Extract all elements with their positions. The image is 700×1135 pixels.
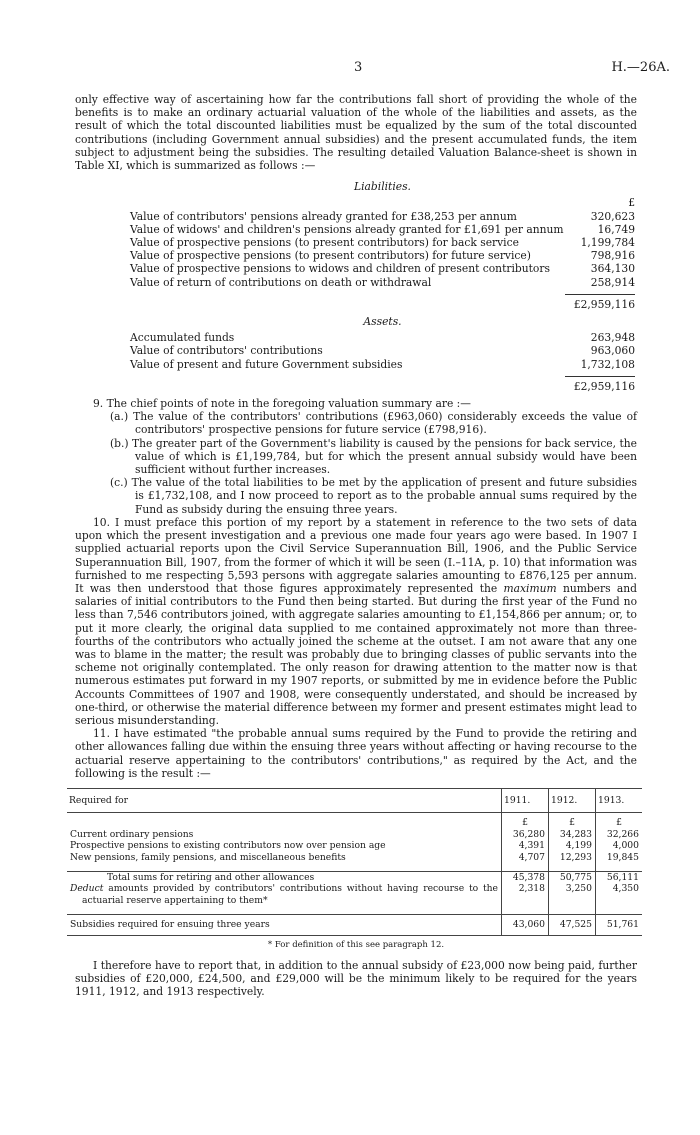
asset-value: 263,948 <box>590 331 635 345</box>
year-header: 1913. <box>596 788 643 812</box>
liability-row <box>130 236 635 249</box>
liability-row <box>130 210 635 223</box>
paragraph-10-part-1: 10. I must preface this portion of my report by a statement in reference to the two sets of data upon which the present investigation and a previous one made four years ago were based. In 1907 I supplied actuarial reports upon the Civil Service Superannuation Bill, 1906, and the Public Service Superannuation Bill, 1907, from the former of which it will be seen (I.–11A, p. 10) that information was furnished to me respecting 5,593 persons with aggregate salaries amounting to £876,125 per annum. It was then understood that those figures approximately represented the <box>75 515 637 595</box>
document-reference: H.—26A. <box>611 60 670 75</box>
liability-label: Value of return of contributions on death or withdrawal <box>130 275 432 289</box>
liability-value: 1,199,784 <box>580 236 635 250</box>
asset-row <box>130 358 635 371</box>
paragraph-9-point-c: (c.) The value of the total liabilities to be met by the application of present and future subsidies is £1,732,108, and I now proceed to report as to the probable annual sums required by the Fund as subsidy during the ensuing three years. <box>110 476 637 516</box>
liability-label: Value of prospective pensions to widows and children of present contributors <box>130 262 550 276</box>
liabilities-title: Liabilities. <box>354 180 411 194</box>
total-rule <box>565 294 635 295</box>
paragraph-10 <box>75 516 637 727</box>
liability-value: 798,916 <box>590 249 635 263</box>
paragraph-10-part-2: numbers and salaries of initial contributors to the Fund then being started. But during the first year of the Fund no less than 7,546 contributors joined, with aggregate salaries amounting to £1,154,866 per annum; or, to put it more clearly, the original data supplied to me contained approximately not more than three-fourths of the contributors who actually joined the scheme at the outset. I am not aware that any one was to blame in the matter; the result was probably due to bringing classes of public servants into the scheme not originally contemplated. The only reason for drawing attention to the matter now is that numerous estimates put forward in my 1907 reports, or submitted by me in evidence before the Public Accounts Committees of 1907 and 1908, were consequently understated, and should be increased by one-third, or otherwise the material difference between my former and present estimates might lead to serious misunderstanding. <box>75 581 637 727</box>
table-header-row <box>67 788 642 812</box>
paragraph-11: 11. I have estimated "the probable annual sums required by the Fund to provide the retiring and other allowances falling due within the ensuing three years without affecting or having recourse to the actuarial reserve appertaining to the contributors' contributions," as required by the Act, and the following is the result :— <box>75 727 637 780</box>
cell-value: 3,250 <box>549 883 596 914</box>
asset-label: Value of present and future Government subsidies <box>130 357 403 371</box>
row-label: Prospective pensions to existing contributors now over pension age <box>70 840 386 852</box>
asset-row <box>130 331 635 344</box>
cell-value: 4,000 <box>596 840 643 851</box>
cell-value: 4,391 <box>502 840 549 851</box>
assets-title: Assets. <box>363 315 402 329</box>
row-label: Current ordinary pensions <box>70 828 194 840</box>
deduct-label: amounts provided by contributors' contributions without having recourse to the actuarial reserve appertaining to them* <box>82 883 498 906</box>
currency-unit: £ <box>502 813 549 829</box>
document-body <box>69 93 639 999</box>
asset-label: Accumulated funds <box>130 331 235 345</box>
cell-value: 47,525 <box>549 915 596 935</box>
asset-row <box>130 344 635 357</box>
intro-paragraph: only effective way of ascertaining how far the contributions fall short of providing the whole of the benefits is to make an ordinary actuarial valuation of the whole of the liabilities and assets, as the result of which the total discounted liabilities must be equalized by the sum of the total discounted contributions (including Government annual subsidies) and the present accumulated funds, the item subject to adjustment being the subsidies. The resulting detailed Valuation Balance-sheet is shown in Table XI, which is summarized as follows :— <box>75 93 637 173</box>
subsidy-requirements-table <box>67 788 642 936</box>
table-footnote: * For definition of this see paragraph 12. <box>267 939 445 950</box>
unit-row <box>67 813 642 829</box>
table-header-label: Required for <box>67 788 502 812</box>
currency-unit: £ <box>596 813 643 829</box>
cell-value: 51,761 <box>596 915 643 935</box>
currency-unit: £ <box>628 196 635 210</box>
cell-value: 4,350 <box>596 883 643 914</box>
liability-value: 320,623 <box>590 209 635 223</box>
assets-total: £2,959,116 <box>573 379 635 393</box>
cell-value: 45,378 <box>502 871 549 883</box>
cell-value: 19,845 <box>596 852 643 872</box>
table-row <box>67 829 642 840</box>
liability-value: 258,914 <box>590 275 635 289</box>
subsidy-row <box>67 915 642 935</box>
paragraph-9-lead: 9. The chief points of note in the foregoing valuation summary are :— <box>93 397 471 411</box>
liabilities-total: £2,959,116 <box>573 297 635 311</box>
asset-label: Value of contributors' contributions <box>130 344 323 358</box>
closing-paragraph: I therefore have to report that, in addition to the annual subsidy of £23,000 now being paid, further subsidies of £20,000, £24,500, and £29,000 will be the minimum likely to be required for the years 1911, 1912, and 1913 respectively. <box>75 958 637 999</box>
liability-row <box>130 262 635 275</box>
liability-value: 16,749 <box>597 222 635 236</box>
year-header: 1912. <box>549 788 596 812</box>
maximum-emphasis: maximum <box>503 581 557 595</box>
deduct-word: Deduct <box>70 883 104 895</box>
liability-value: 364,130 <box>590 262 635 276</box>
asset-value: 963,060 <box>590 344 635 358</box>
liability-label: Value of widows' and children's pensions already granted for £1,691 per annum <box>130 222 564 236</box>
total-label: Total sums for retiring and other allowances <box>67 871 502 883</box>
cell-value: 36,280 <box>502 829 549 840</box>
liability-label: Value of prospective pensions (to present contributors) for back service <box>130 236 519 250</box>
asset-value: 1,732,108 <box>580 357 635 371</box>
liability-label: Value of prospective pensions (to present contributors) for future service) <box>130 249 531 263</box>
liability-row <box>130 276 635 289</box>
cell-value: 4,199 <box>549 840 596 851</box>
cell-value: 32,266 <box>596 829 643 840</box>
cell-value: 12,293 <box>549 852 596 872</box>
currency-unit: £ <box>549 813 596 829</box>
paragraph-9-point-b: (b.) The greater part of the Government's liability is caused by the pensions for back service, the value of which is £1,199,784, but for which the present annual subsidy would have been sufficient without further increases. <box>110 436 637 477</box>
liability-row <box>130 223 635 236</box>
valuation-balance-sheet <box>130 180 635 393</box>
year-header: 1911. <box>502 788 549 812</box>
cell-value: 2,318 <box>502 883 549 914</box>
table-row <box>67 852 642 872</box>
cell-value: 56,111 <box>596 871 643 883</box>
liability-row <box>130 249 635 262</box>
subsidy-label: Subsidies required for ensuing three years <box>67 915 502 935</box>
total-row <box>67 871 642 883</box>
paragraph-9-point-a: (a.) The value of the contributors' contributions (£963,060) considerably exceeds the value of contributors' prospective pensions for future service (£798,916). <box>110 410 637 437</box>
page-number: 3 <box>354 60 363 75</box>
deduct-row <box>67 883 642 914</box>
cell-value: 4,707 <box>502 852 549 872</box>
total-rule <box>565 376 635 377</box>
cell-value: 43,060 <box>502 915 549 935</box>
row-label: New pensions, family pensions, and miscellaneous benefits <box>70 851 346 863</box>
cell-value: 50,775 <box>549 871 596 883</box>
liability-label: Value of contributors' pensions already granted for £38,253 per annum <box>130 209 517 223</box>
cell-value: 34,283 <box>549 829 596 840</box>
table-row <box>67 840 642 851</box>
